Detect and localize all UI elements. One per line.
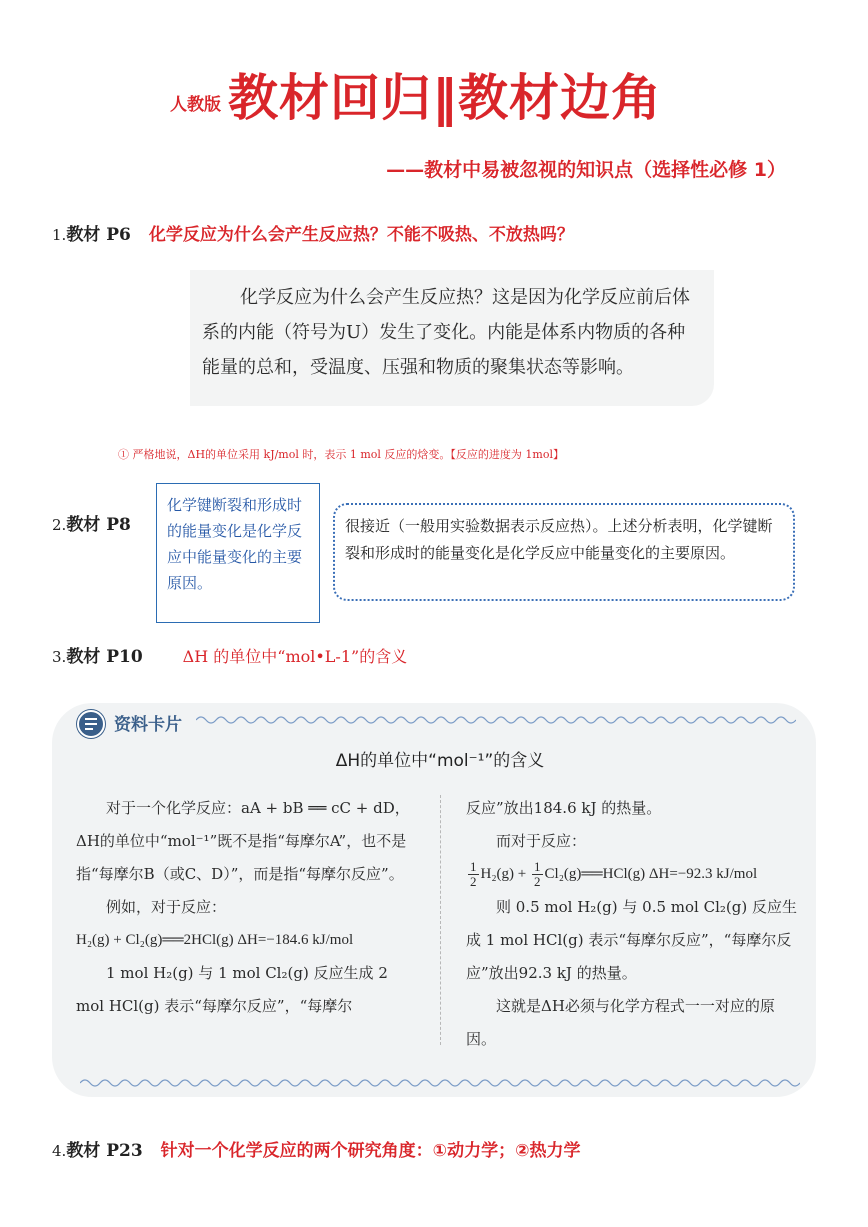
card-right-column [466,792,804,1056]
edition-label: 人教版 [170,95,221,115]
section-question: 化学反应为什么会产生反应热？不能不吸热、不放热吗？ [148,225,574,245]
fraction: $\frac{1}{2}$ [534,859,541,890]
equation: H₂(g) + Cl₂(g)══2HCl(g) ΔH=−184.6 kJ/mol [76,932,354,948]
document-icon [76,709,106,739]
textbook-excerpt-p8: 很接近（一般用实验数据表示反应热）。上述分析表明，化学键断裂和形成时的能量变化是化学反应中能量变化的主要原因。 [333,503,795,601]
section-3-heading [52,642,407,667]
column-divider [440,795,441,1045]
card-heading: ΔH的单位中“mol⁻¹”的含义 [335,751,545,771]
card-paragraph: 反应”放出184.6 kJ 的热量。 [466,799,662,817]
section-1-heading [52,220,574,245]
textbook-excerpt-p6 [190,270,714,406]
footnote: ① 严格地说，ΔH的单位采用 kJ/mol 时，表示 1 mol 反应的焓变。【反应的进度为 1mol】 [118,448,565,461]
card-paragraph: 则 0.5 mol H₂(g) 与 0.5 mol Cl₂(g) 反应生成 1 mol HCl(g) 表示“每摩尔反应”，“每摩尔反应”放出92.3 kJ 的热量。 [466,898,797,982]
card-tag: 资料卡片 [114,715,182,735]
section-2-heading [52,510,131,535]
section-question: ΔH 的单位中“mol•L-1”的含义 [182,647,408,666]
section-number: 1. [52,226,67,244]
card-paragraph: 这就是ΔH必须与化学方程式一一对应的原因。 [466,997,775,1048]
page-title: 教材回归‖教材边角 [228,69,662,127]
card-paragraph: 而对于反应： [496,832,587,850]
section-label: 教材 P8 [66,515,131,535]
card-paragraph: 例如，对于反应： [106,898,227,916]
section-number: 2. [52,516,67,534]
card-paragraph: 对于一个化学反应：aA + bB ══ cC + dD，ΔH的单位中“mol⁻¹”既不是指“每摩尔A”，也不是指“每摩尔B（或C、D）”，而是指“每摩尔反应”。 [76,799,410,883]
card-left-column [76,792,416,1023]
wave-divider-top [196,714,796,726]
section-number: 3. [52,648,67,666]
section-label: 教材 P10 [66,647,143,667]
excerpt-text: 化学反应为什么会产生反应热？这是因为化学反应前后体系的内能（符号为U）发生了变化。内能是体系内物质的各种能量的总和，受温度、压强和物质的聚集状态等影响。 [202,287,690,378]
equation: $\frac{1}{2}$ H₂(g) + $\frac{1}{2}$ Cl₂(g)══HCl(g) ΔH=−92.3 kJ/mol [470,859,758,890]
p8-summary-note: 化学键断裂和形成时的能量变化是化学反应中能量变化的主要原因。 [156,483,320,623]
card-paragraph: 1 mol H₂(g) 与 1 mol Cl₂(g) 反应生成 2 mol HCl(g) 表示“每摩尔反应”，“每摩尔 [76,964,388,1015]
section-question: 针对一个化学反应的两个研究角度：①动力学；②热力学 [160,1141,581,1161]
wave-divider-bottom [80,1077,800,1089]
fraction: $\frac{1}{2}$ [470,859,477,890]
page-subtitle: ——教材中易被忽视的知识点（选择性必修 1） [386,159,786,181]
section-number: 4. [52,1142,67,1160]
section-label: 教材 P6 [66,225,131,245]
section-4-heading [52,1136,580,1161]
section-label: 教材 P23 [66,1141,143,1161]
